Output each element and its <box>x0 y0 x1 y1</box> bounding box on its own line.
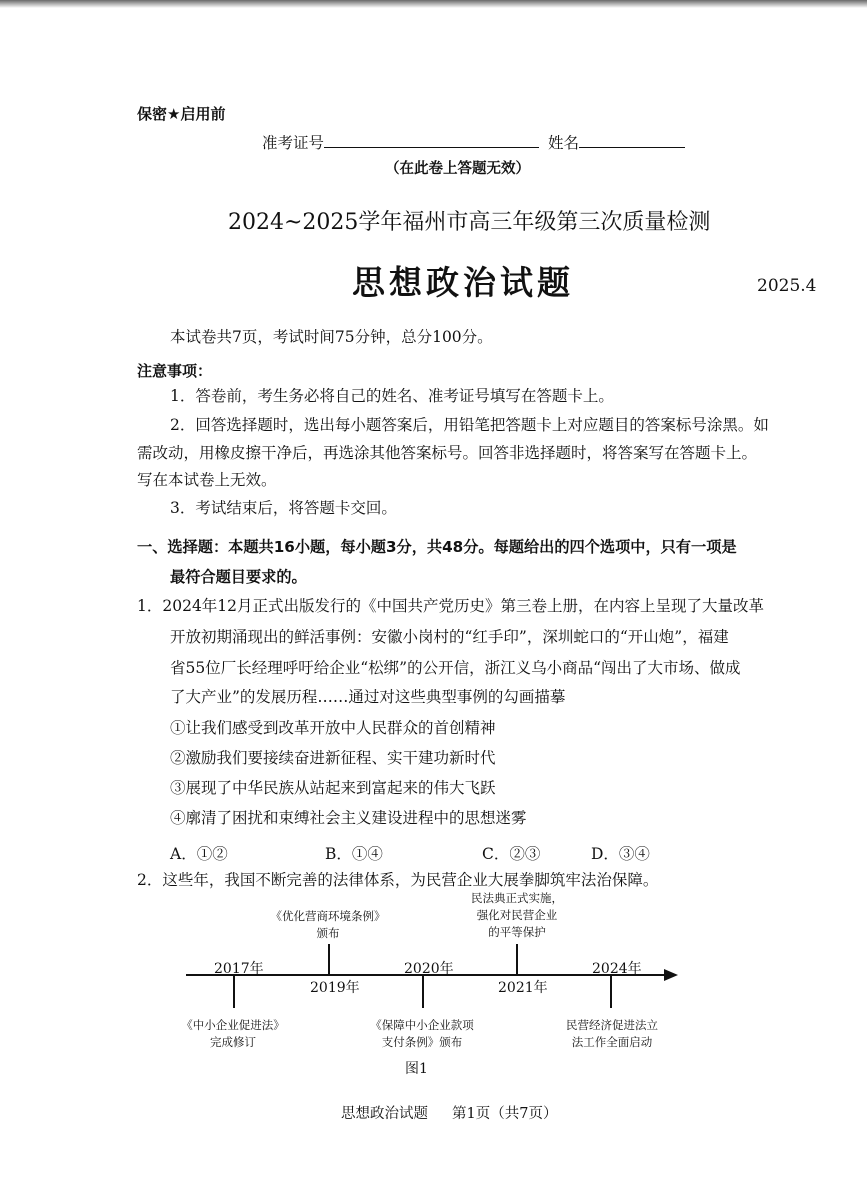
name-blank <box>579 131 685 148</box>
q2-stem: 2．这些年，我国不断完善的法律体系，为民营企业大展拳脚筑牢法治保障。 <box>137 871 659 889</box>
q1-statement: ①让我们感受到改革开放中人民群众的首创精神 <box>170 719 496 737</box>
name-label: 姓名 <box>547 134 579 152</box>
q1-stem: 开放初期涌现出的鲜活事例：安徽小岗村的“红手印”，深圳蛇口的“开山炮”，福建 <box>170 628 729 646</box>
section-heading-cont: 最符合题目要求的。 <box>170 568 307 586</box>
timeline-year: 2021年 <box>498 980 548 996</box>
subject-title: 思想政治试题 <box>352 263 574 302</box>
timeline-note-line: 《中小企业促进法》 <box>181 1018 285 1032</box>
timeline-note-line: 支付条例》颁布 <box>381 1035 463 1049</box>
q1-option-a: A．①② <box>170 845 228 863</box>
note-item: 1．答卷前，考生务必将自己的姓名、准考证号填写在答题卡上。 <box>170 387 614 405</box>
timeline-tick <box>233 975 235 1008</box>
note-item: 写在本试卷上无效。 <box>137 471 277 489</box>
invalid-note: （在此卷上答题无效） <box>385 161 530 177</box>
q1-stem: 了大产业”的发展历程……通过对这些典型事例的勾画描摹 <box>170 688 566 706</box>
timeline-tick <box>516 944 518 975</box>
q1-stem: 1．2024年12月正式出版发行的《中国共产党历史》第三卷上册，在内容上呈现了大量改革 <box>137 597 765 615</box>
q1-option-b: B．①④ <box>325 845 383 863</box>
q1-option-c: C．②③ <box>482 845 541 863</box>
q1-statement: ④廓清了困扰和束缚社会主义建设进程中的思想迷雾 <box>170 809 527 827</box>
secret-label: 保密★启用前 <box>137 105 226 123</box>
timeline-year: 2024年 <box>592 961 642 977</box>
section-heading: 一、选择题：本题共16小题，每小题3分，共48分。每题给出的四个选项中，只有一项是 <box>137 538 737 556</box>
q1-option-d: D．③④ <box>591 845 650 863</box>
footer-subject: 思想政治试题 <box>341 1106 428 1122</box>
q1-statement: ②激励我们要接续奋进新征程、实干建功新时代 <box>170 749 496 767</box>
exam-date: 2025.4 <box>757 276 817 296</box>
timeline-note-line: 法工作全面启动 <box>571 1035 653 1049</box>
timeline-note-line: 完成修订 <box>210 1035 256 1049</box>
timeline-note-line: 颁布 <box>316 926 340 940</box>
page-footer <box>341 1102 557 1123</box>
exam-id-label: 准考证号 <box>262 134 325 152</box>
q1-statement: ③展现了中华民族从站起来到富起来的伟大飞跃 <box>170 779 496 797</box>
timeline-tick <box>328 944 330 975</box>
figure-caption: 图1 <box>405 1061 428 1077</box>
scan-edge <box>0 0 867 8</box>
timeline-event-note <box>456 890 578 941</box>
notes-heading: 注意事项： <box>137 362 213 380</box>
timeline-note-line: 《保障中小企业款项 <box>370 1018 474 1032</box>
timeline-event-note <box>170 1017 296 1051</box>
timeline-year: 2020年 <box>404 961 454 977</box>
timeline-note-line: 《优化营商环境条例》 <box>270 909 386 923</box>
timeline-tick <box>610 975 612 1008</box>
note-item: 需改动，用橡皮擦干净后，再选涂其他答案标号。回答非选择题时，将答案写在答题卡上。 <box>137 444 758 462</box>
timeline-note-line: 民法典正式实施， <box>471 891 563 905</box>
timeline-year: 2017年 <box>214 961 264 977</box>
timeline-event-note <box>352 1017 492 1051</box>
timeline-event-note <box>258 908 398 942</box>
exam-id-row <box>262 131 685 153</box>
timeline-year: 2019年 <box>310 980 360 996</box>
note-item: 2．回答选择题时，选出每小题答案后，用铅笔把答题卡上对应题目的答案标号涂黑。如 <box>170 416 769 434</box>
timeline-event-note <box>550 1017 674 1051</box>
exam-title: 2024~2025学年福州市高三年级第三次质量检测 <box>228 210 711 235</box>
footer-page-number: 第1页（共7页） <box>452 1106 558 1122</box>
note-item: 3．考试结束后，将答题卡交回。 <box>170 499 397 517</box>
timeline-note-line: 的平等保护 <box>488 925 546 939</box>
exam-id-blank <box>324 131 539 148</box>
q1-stem: 省55位厂长经理呼吁给企业“松绑”的公开信，浙江义乌小商品“闯出了大市场、做成 <box>170 659 741 677</box>
timeline-note-line: 民营经济促进法立 <box>566 1018 658 1032</box>
timeline-note-line: 强化对民营企业 <box>476 908 558 922</box>
timeline-arrow-icon <box>664 969 678 981</box>
timeline-tick <box>422 975 424 1008</box>
intro-text: 本试卷共7页，考试时间75分钟，总分100分。 <box>170 328 493 346</box>
